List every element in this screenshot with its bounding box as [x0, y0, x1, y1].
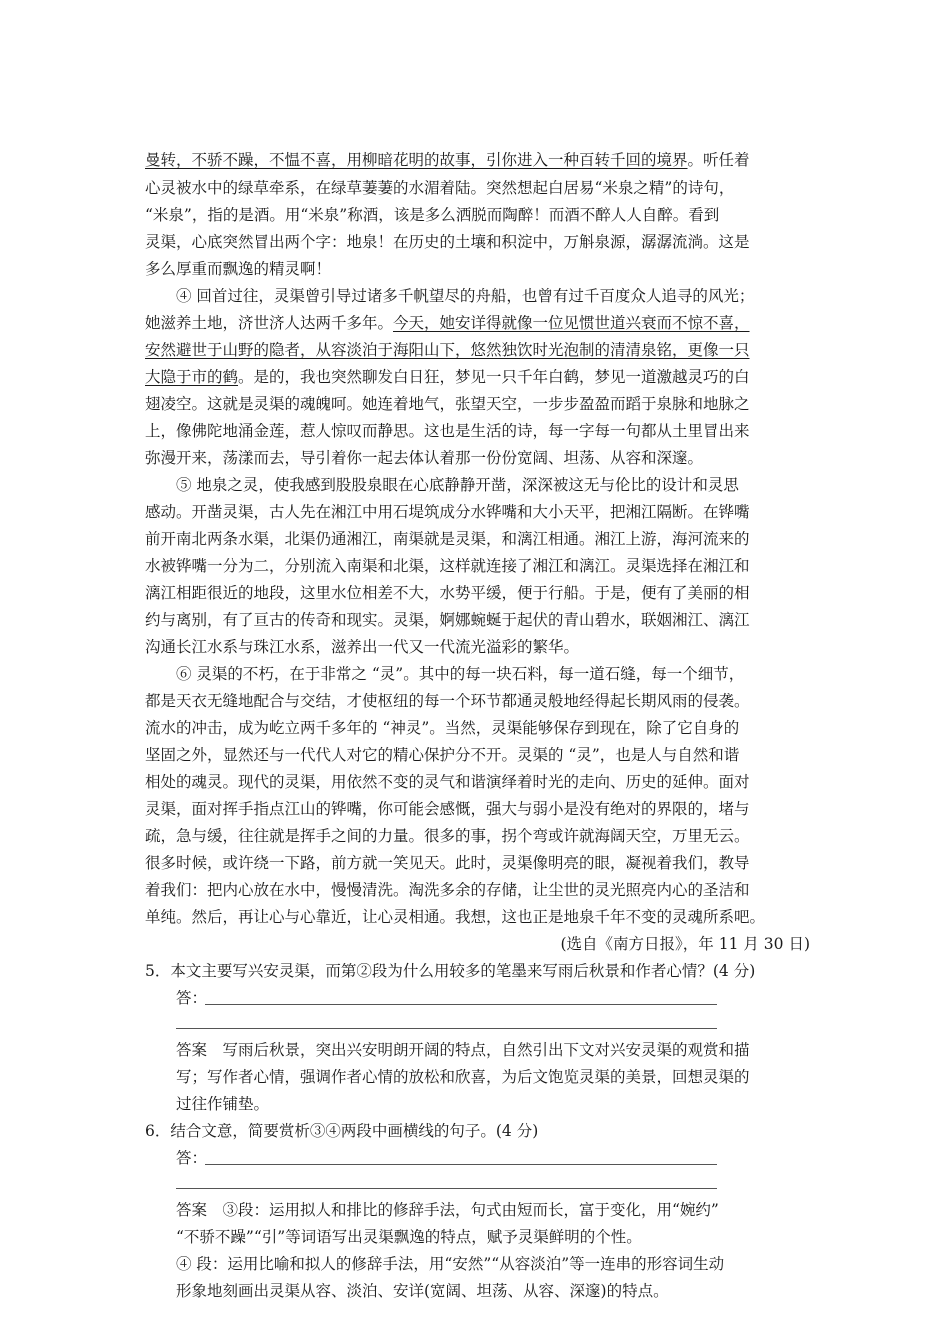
answer-key: ④ 段：运用比喻和拟人的修辞手法，用“安然”“从容淡泊”等一连串的形容词生动 — [176, 1255, 725, 1273]
paragraph-5-start: ⑤ 地泉之灵，使我感到股股泉眼在心底静静开凿，深深被这无与伦比的设计和灵思 — [176, 476, 739, 494]
passage-line: 疏，急与缓，往往就是挥手之间的力量。很多的事，拐个弯或许就海阔天空，万里无云。 — [145, 827, 750, 845]
answer-blank-line[interactable] — [176, 1188, 717, 1189]
passage-line: 灵渠，心底突然冒出两个字：地泉！在历史的土壤和积淀中，万斛泉源，潺潺流淌。这是 — [145, 233, 750, 251]
passage-line: 水被铧嘴一分为二，分别流入南渠和北渠，这样就连接了湘江和漓江。灵渠选择在湘江和 — [145, 557, 750, 575]
passage-line: 约与离别，有了亘古的传奇和现实。灵渠，婀娜蜿蜒于起伏的青山碧水，联姻湘江、漓江 — [145, 611, 750, 629]
passage-line: 曼转，不骄不躁，不愠不喜，用柳暗花明的故事，引你进入一种百转千回的境界。听任着 — [145, 151, 750, 169]
passage-line: 着我们：把内心放在水中，慢慢清洗。淘洗多余的存储，让尘世的灵光照亮内心的圣洁和 — [145, 881, 750, 899]
answer-key: 写；写作者心情，强调作者心情的放松和欣喜，为后文饱览灵渠的美景，回想灵渠的 — [176, 1068, 750, 1086]
passage-line: 翅凌空。这就是灵渠的魂魄呵。她连着地气，张望天空，一步步盈盈而蹈于泉脉和地脉之 — [145, 395, 750, 413]
question-6-stem: 6．结合文意，简要赏析③④两段中画横线的句子。(4 分) — [145, 1122, 539, 1140]
passage-line: 流水的冲击，成为屹立两千多年的 “神灵”。当然，灵渠能够保存到现在，除了它自身的 — [145, 719, 740, 737]
passage-line: 她滋养土地，济世济人达两千多年。今天，她安详得就像一位见惯世道兴衰而不惊不喜， — [145, 314, 750, 332]
answer-key: 答案 ③段：运用拟人和排比的修辞手法，句式由短而长，富于变化，用“婉约” — [176, 1201, 719, 1219]
passage-line — [145, 340, 750, 360]
passage-line: 弥漫开来，荡漾而去，导引着你一起去体认着那一份份宽阔、坦荡、从容和深邃。 — [145, 449, 704, 467]
underlined-sentence: 曼转，不骄不躁，不愠不喜，用柳暗花明的故事，引你进入一种百转千回的境界 — [145, 151, 688, 169]
answer-label: 答： — [176, 989, 208, 1007]
passage-line: 相处的魂灵。现代的灵渠，用依然不变的灵气和谐演绎着时光的走向、历史的延伸。面对 — [145, 773, 750, 791]
passage-line: 多么厚重而飘逸的精灵啊！ — [145, 260, 332, 278]
passage-line: 大隐于市的鹤。是的，我也突然聊发白日狂，梦见一只千年白鹤，梦见一道激越灵巧的白 — [145, 368, 750, 386]
source-citation: (选自《南方日报》，年 11 月 30 日) — [560, 935, 810, 953]
answer-blank-line[interactable] — [176, 1028, 717, 1029]
passage-line: 漓江相距很近的地段，这里水位相差不大，水势平缓，便于行船。于是，便有了美丽的相 — [145, 584, 750, 602]
answer-blank-line[interactable] — [205, 1004, 717, 1005]
paragraph-4-start: ④ 回首过往，灵渠曾引导过诸多千帆望尽的舟船，也曾有过千百度众人追寻的风光； — [176, 287, 755, 305]
answer-key: “不骄不躁”“引”等词语写出灵渠飘逸的特点，赋予灵渠鲜明的个性。 — [176, 1228, 642, 1246]
underlined-sentence: 今天，她安详得就像一位见惯世道兴衰而不惊不喜， — [393, 314, 750, 332]
passage-line: 上，像佛陀地涌金莲，惹人惊叹而静思。这也是生活的诗，每一字每一句都从土里冒出来 — [145, 422, 750, 440]
question-5-stem: 5．本文主要写兴安灵渠，而第②段为什么用较多的笔墨来写雨后秋景和作者心情？(4 分) — [145, 962, 756, 980]
passage-line: “米泉”，指的是酒。用“米泉”称酒，该是多么洒脱而陶醉！而酒不醉人人自醉。看到 — [145, 206, 720, 224]
paragraph-6-start: ⑥ 灵渠的不朽，在于非常之 “灵”。其中的每一块石料，每一道石缝，每一个细节， — [176, 665, 745, 683]
answer-key: 答案 写雨后秋景，突出兴安明朗开阔的特点，自然引出下文对兴安灵渠的观赏和描 — [176, 1041, 750, 1059]
passage-line: 坚固之外，显然还与一代代人对它的精心保护分不开。灵渠的 “灵”，也是人与自然和谐 — [145, 746, 740, 764]
passage-line: 前开南北两条水渠，北渠仍通湘江，南渠就是灵渠，和漓江相通。湘江上游，海河流来的 — [145, 530, 750, 548]
passage-line: 都是天衣无缝地配合与交结，才使枢纽的每一个环节都通灵般地经得起长期风雨的侵袭。 — [145, 692, 750, 710]
passage-line: 心灵被水中的绿草牵系，在绿草萋萋的水湄着陆。突然想起白居易“米泉之精”的诗句， — [145, 179, 735, 197]
passage-line: 沟通长江水系与珠江水系，滋养出一代又一代流光溢彩的繁华。 — [145, 638, 580, 656]
answer-key: 形象地刻画出灵渠从容、淡泊、安详(宽阔、坦荡、从容、深邃)的特点。 — [176, 1282, 669, 1300]
underlined-sentence: 安然避世于山野的隐者，从容淡泊于海阳山下，悠然独饮时光泡制的清清泉铭，更像一只 — [145, 341, 750, 359]
answer-blank-line[interactable] — [205, 1164, 717, 1165]
passage-line: 感动。开凿灵渠，古人先在湘江中用石堤筑成分水铧嘴和大小天平，把湘江隔断。在铧嘴 — [145, 503, 750, 521]
answer-key: 过往作铺垫。 — [176, 1095, 270, 1113]
passage-line: 灵渠，面对挥手指点江山的铧嘴，你可能会感慨，强大与弱小是没有绝对的界限的，堵与 — [145, 800, 750, 818]
passage-line: 很多时候，或许绕一下路，前方就一笑见天。此时，灵渠像明亮的眼，凝视着我们，教导 — [145, 854, 750, 872]
answer-label: 答： — [176, 1149, 208, 1167]
passage-line: 单纯。然后，再让心与心靠近，让心灵相通。我想，这也正是地泉千年不变的灵魂所系吧。 — [145, 908, 766, 926]
underlined-sentence: 大隐于市的鹤 — [145, 368, 239, 386]
